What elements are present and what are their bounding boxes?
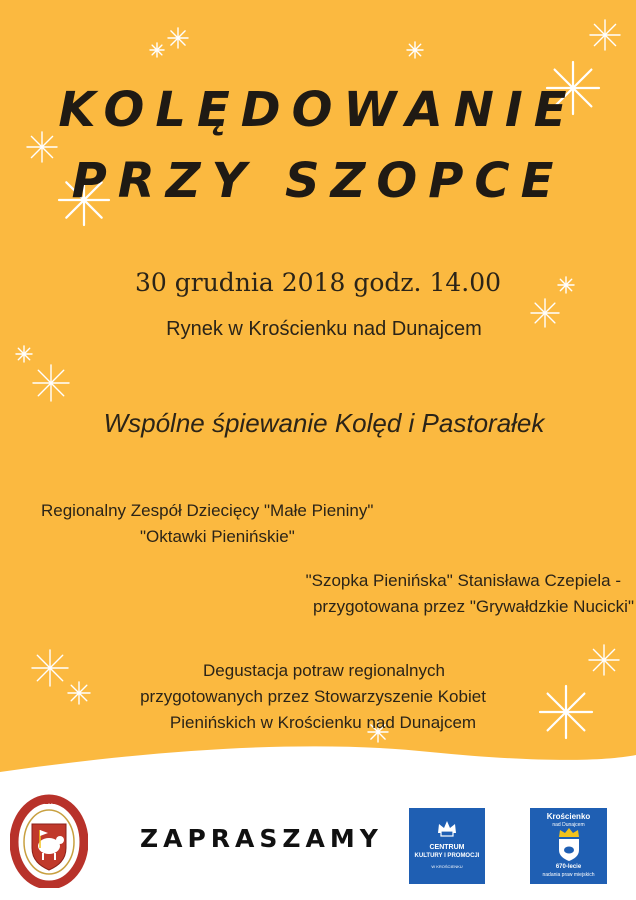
title-line-2: PRZY SZOPCE [71,153,565,209]
tasting-line-1: Degustacja potraw regionalnych [203,661,445,680]
event-subtitle: Wspólne śpiewanie Kolęd i Pastorałek [103,408,545,438]
event-location: Rynek w Krościenku nad Dunajcem [166,318,482,340]
crown-shield-icon [554,828,584,862]
anniversary-town-subname: nad Dunajcem [552,822,585,828]
performers-line-2: "Oktawki Pienińskie" [140,527,295,546]
event-date-time: 30 grudnia 2018 godz. 14.00 [134,268,502,297]
tasting-line-3: Pienińskich w Krościenku nad Dunajcem [169,713,477,732]
tasting-line-2: przygotowanych przez Stowarzyszenie Kobiet [140,687,486,706]
culture-center-line-3: W KROŚCIENKU [431,864,463,869]
szopka-line-2: przygotowana przez "Grywałdzkie Nucicki" [312,597,634,616]
herb-logo-text: HERB [38,798,60,806]
culture-center-logo [409,808,485,884]
anniversary-logo [530,808,607,884]
culture-center-line-2: KULTURY I PROMOCJI [414,853,480,859]
anniversary-town-name: Krościenko [546,812,591,821]
anniversary-description: nadania praw miejskich [542,872,595,878]
crown-icon [435,816,459,840]
title-line-1: KOLĘDOWANIE [58,82,578,138]
invitation-text: ZAPRASZAMY [140,824,383,853]
town-coat-of-arms-logo [10,790,88,888]
performers-line-1: Regionalny Zespół Dziecięcy "Małe Pieniny" [41,501,374,520]
culture-center-line-1: CENTRUM [429,844,465,851]
anniversary-years: 670-lecie [555,864,582,870]
szopka-line-1: "Szopka Pienińska" Stanisława Czepiela - [305,571,621,590]
